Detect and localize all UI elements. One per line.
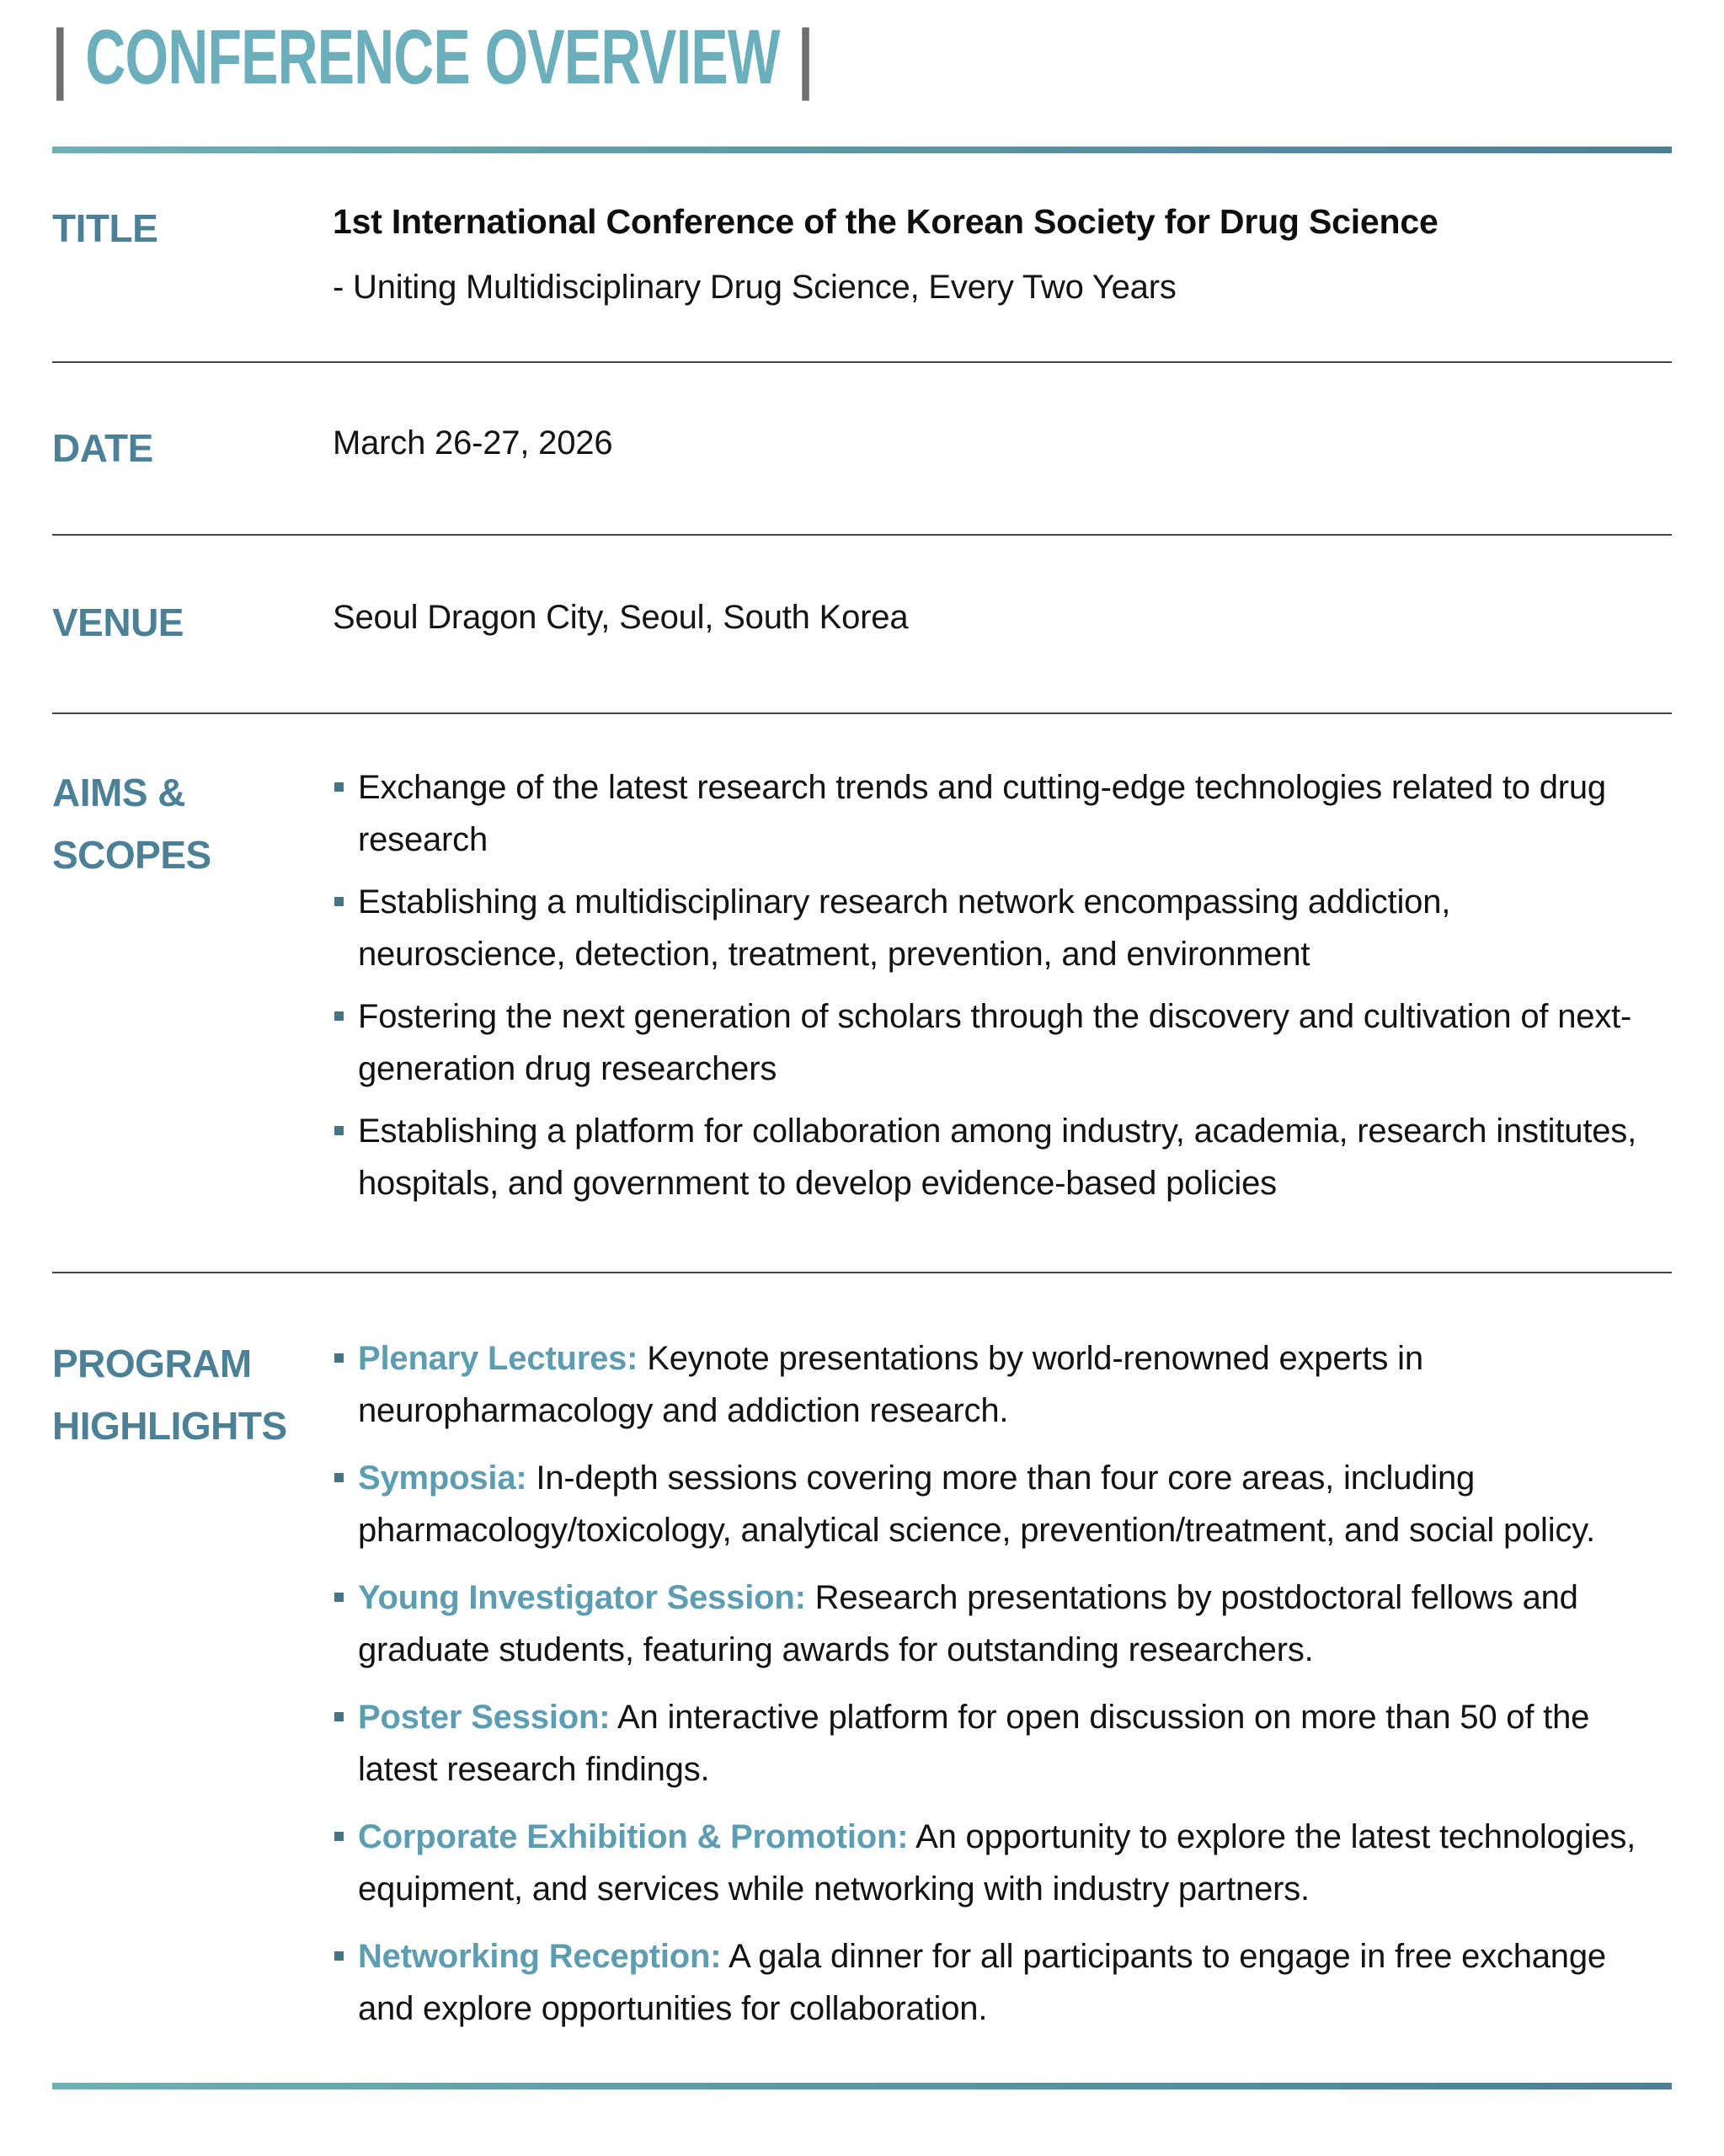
program-highlights-label: PROGRAM HIGHLIGHTS [52,1341,287,1449]
row-title [52,153,1672,363]
program-item-text: In-depth sessions covering more than four core areas, including pharmacology/toxicology, analytical science, prevention/treatment, and social policy. [358,1459,1595,1549]
aims-scopes-content [333,761,1672,1209]
bullet-icon [334,1712,344,1721]
program-item [333,1811,1659,1915]
page-title-text: CONFERENCE OVERVIEW [85,14,780,100]
bullet-icon [334,1353,344,1363]
date-label: DATE [52,425,153,470]
row-venue [52,536,1672,714]
bullet-icon [334,1951,344,1961]
program-item-keyword: Young Investigator Session: [358,1578,806,1616]
venue-value: Seoul Dragon City, Seoul, South Korea [333,599,909,637]
row-program-highlights [52,1273,1672,2083]
program-item-text: Keynote presentations by world-renowned experts in neuropharmacology and addiction research. [358,1339,1423,1429]
program-item-text: An interactive platform for open discussion on more than 50 of the latest research findings. [358,1698,1590,1788]
bullet-icon [334,1126,344,1135]
aims-scopes-label: AIMS & SCOPES [52,770,211,878]
date-value: March 26-27, 2026 [333,424,613,462]
program-item-keyword: Symposia: [358,1459,527,1497]
row-date [52,363,1672,536]
title-content [333,197,1672,312]
aims-bullet [333,761,1659,866]
program-item-text: A gala dinner for all participants to engage in free exchange and explore opportunities for collaboration. [358,1937,1606,2027]
program-item [333,1452,1659,1556]
program-item [333,1572,1659,1676]
program-item-keyword: Plenary Lectures: [358,1339,638,1377]
row-aims-scopes [52,714,1672,1273]
title-left-bar: | [52,14,67,100]
title-label: TITLE [52,205,158,250]
program-item-text: An opportunity to explore the latest technologies, equipment, and services while networking with industry partners. [358,1817,1636,1908]
top-rule [52,147,1672,153]
title-right-bar: | [798,14,814,100]
page-title [52,13,1672,103]
bullet-icon [334,1011,344,1021]
bullet-icon [334,1473,344,1482]
aims-bullet-text: Fostering the next generation of scholars through the discovery and cultivation of next-generation drug researchers [358,997,1632,1087]
aims-bullet [333,1105,1659,1209]
program-item [333,1930,1659,2035]
aims-bullet-text: Establishing a multidisciplinary research network encompassing addiction, neuroscience, detection, treatment, prevention, and environment [358,883,1451,973]
program-item-keyword: Networking Reception: [358,1937,722,1975]
venue-label: VENUE [52,600,184,645]
program-item [333,1691,1659,1796]
program-item-text: Research presentations by postdoctoral fellows and graduate students, featuring awards for outstanding researchers. [358,1578,1578,1668]
conference-subtitle: - Uniting Multidisciplinary Drug Science, Every Two Years [333,268,1177,306]
aims-bullet-text: Establishing a platform for collaboration among industry, academia, research institutes, hospitals, and government to develop evidence-based policies [358,1112,1636,1202]
page-header [52,0,1672,153]
program-highlights-content [333,1332,1672,2035]
aims-bullet-text: Exchange of the latest research trends and cutting-edge technologies related to drug research [358,768,1606,858]
program-item [333,1332,1659,1437]
program-item-keyword: Corporate Exhibition & Promotion: [358,1817,909,1855]
aims-bullet [333,990,1659,1095]
bullet-icon [334,1593,344,1602]
program-item-keyword: Poster Session: [358,1698,611,1736]
bullet-icon [334,1832,344,1841]
bottom-rule [52,2083,1672,2089]
bullet-icon [334,782,344,792]
aims-bullet [333,876,1659,980]
conference-title: 1st International Conference of the Korean Society for Drug Science [333,201,1438,241]
bullet-icon [334,897,344,906]
